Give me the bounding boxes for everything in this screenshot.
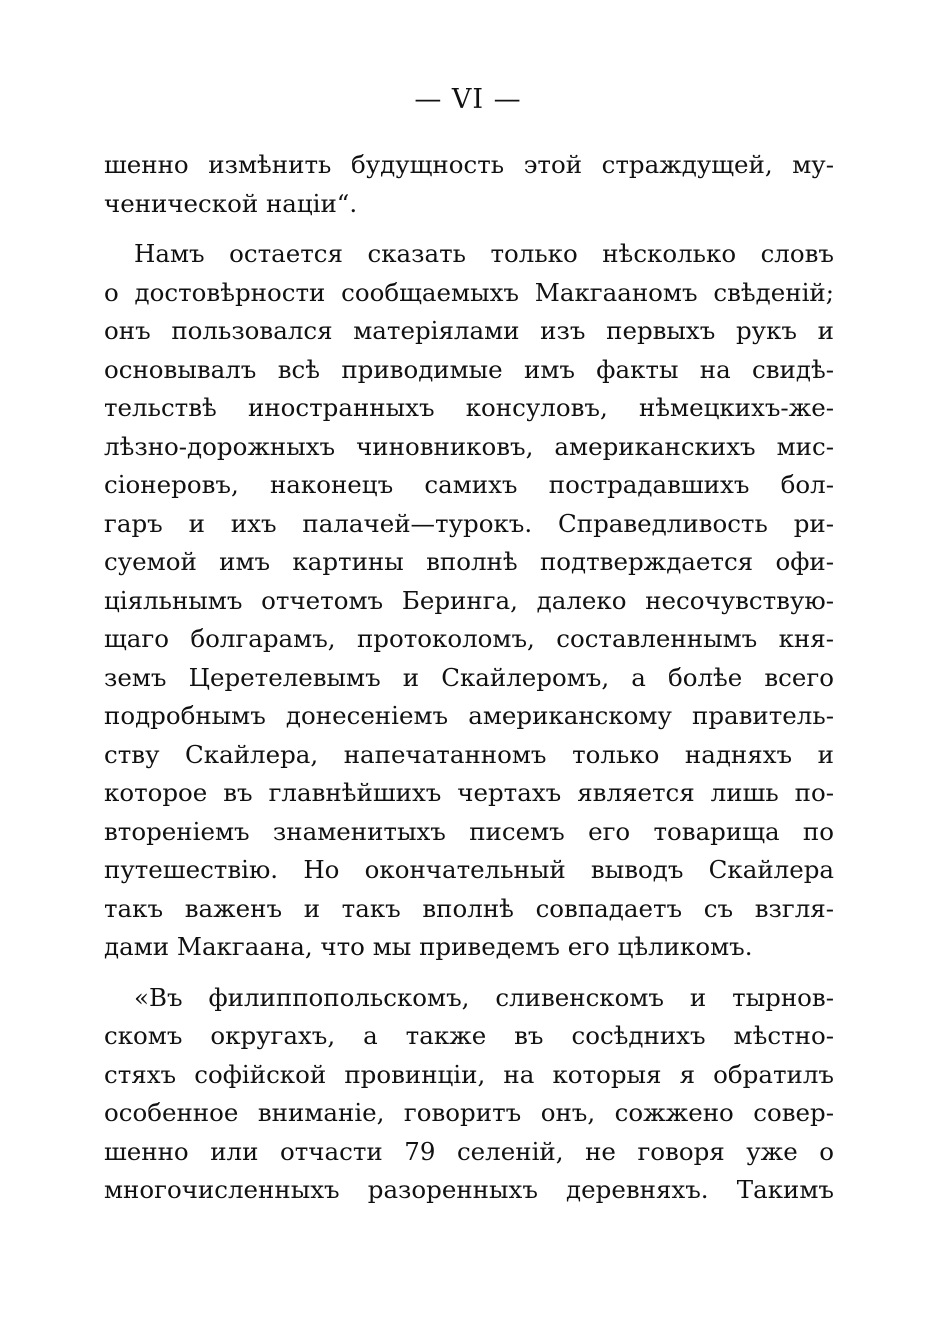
text-line: онъ пользовался матеріялами изъ первыхъ рукъ и — [104, 316, 834, 345]
text-line: «Въ филиппопольскомъ, сливенскомъ и тырнов- — [134, 982, 834, 1012]
text-line: ченической націи“. — [104, 188, 358, 218]
text-line: вторенiемъ знаменитыхъ писемъ его товарища по — [104, 816, 834, 846]
text-line: дами Макгаана, что мы приведемъ его цѣликомъ. — [104, 932, 753, 961]
text-line: ству Скайлера, напечатанномъ только надняхъ и — [104, 739, 834, 769]
text-line: Намъ остается сказать только нѣсколько словъ — [134, 239, 834, 268]
text-line: подробнымъ донесеніемъ американскому правитель- — [104, 701, 834, 730]
text-line: основывалъ всѣ приводимые имъ факты на свидѣ- — [104, 354, 834, 384]
page-number-header: — VI — — [414, 84, 522, 115]
text-line: стяхъ софійской провинціи, на которыя я обратилъ — [104, 1059, 834, 1089]
paragraph-quote — [104, 979, 834, 1210]
text-line: скомъ округахъ, а также въ сосѣднихъ мѣстно- — [104, 1021, 834, 1050]
text-line: щаго болгарамъ, протоколомъ, составленнымъ кня- — [104, 624, 834, 653]
text-line: земъ Церетелевымъ и Скайлеромъ, а болѣе всего — [104, 662, 834, 692]
text-line: особенное вниманіе, говоритъ онъ, сожжено совер- — [104, 1098, 834, 1127]
text-line: которое въ главнѣйшихъ чертахъ является лишь по- — [104, 778, 834, 807]
text-line: такъ важенъ и такъ вполнѣ совпадаетъ съ взгля- — [104, 893, 834, 923]
text-line: лѣзно-дорожныхъ чиновниковъ, американскихъ мис- — [104, 431, 834, 461]
text-line: путешествію. Но окончательный выводъ Скайлера — [104, 855, 834, 884]
text-line: тельствѣ иностранныхъ консуловъ, нѣмецкихъ-же- — [104, 393, 834, 422]
text-line: о достовѣрности сообщаемыхъ Макгааномъ свѣденій; — [104, 277, 834, 307]
paragraph-continuation — [104, 146, 834, 223]
paragraph-sources — [104, 235, 834, 967]
text-line: гаръ и ихъ палачей—турокъ. Справедливость ри- — [104, 508, 834, 538]
text-line: многочисленныхъ разоренныхъ деревняхъ. Такимъ — [104, 1175, 834, 1204]
text-line: шенно измѣнить будущность этой страждущей, му- — [104, 150, 834, 179]
text-line: сіонеровъ, наконецъ самихъ пострадавшихъ бол- — [104, 470, 834, 499]
text-line: ціяльнымъ отчетомъ Беринга, далеко несочувствую- — [104, 585, 834, 615]
text-line: суемой имъ картины вполнѣ подтверждается офи- — [104, 547, 834, 576]
body-text — [104, 146, 834, 1210]
text-line: шенно или отчасти 79 селеній, не говоря уже о — [104, 1136, 834, 1166]
